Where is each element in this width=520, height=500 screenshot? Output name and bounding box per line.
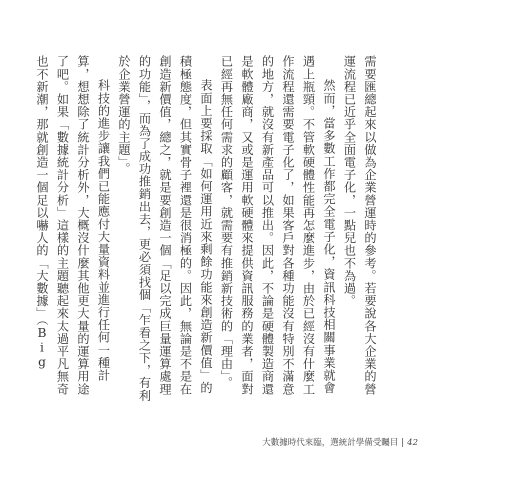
running-title: 大數據時代來臨，選統計學備受矚目 <box>262 438 399 448</box>
paragraph: 需要匯總起來以做為企業營運時的參考。若要說各大企業的營運流程已近乎全面電子化，一點兒也不為過。 <box>342 55 377 396</box>
vertical-body-text <box>35 55 380 405</box>
footer-separator: | <box>401 438 405 448</box>
paragraph: 表面上要採取「如何運用近來剩餘功能來創造新價值」的積極態度，但其實骨子裡還是很消極的。因此，無論是不是在創造新價值，總之，就是要創造一個「足以完成巨量運算處理的功能」，而為了成功推銷出去，更必須找個「乍看之下，有利於企業營運的主題」。 <box>117 55 213 402</box>
paragraph: 然而，當多數工作都完全電子化，資訊科技相關事業就會遇上瓶頸。不管軟硬體性能再怎麼進步，由於已經沒有什麼工作流程還需要電子化了，如果客戶對各種功能沒有特別不滿意的地方，就沒有新產品可以推出。因此，不論是硬體製造商還是軟體廠商，又或是運用軟硬體來提供資訊服務的業者，面對已經再無任何需求的顧客，就需要有推銷新技術的「理由」。 <box>219 55 336 396</box>
page-number: 42 <box>407 438 418 448</box>
paragraph: 科技的進步讓我們已能應付大量資料並進行任何一種計算，想想除了統計分析外，大概沒什麼其他更大量的運算用途了吧。如果「數據統計分析」這樣的主題聽起來太過平凡無奇也不新潮，那就創造一個足以嚇人的「大數據」（Big <box>35 55 111 396</box>
page-footer <box>262 436 418 448</box>
